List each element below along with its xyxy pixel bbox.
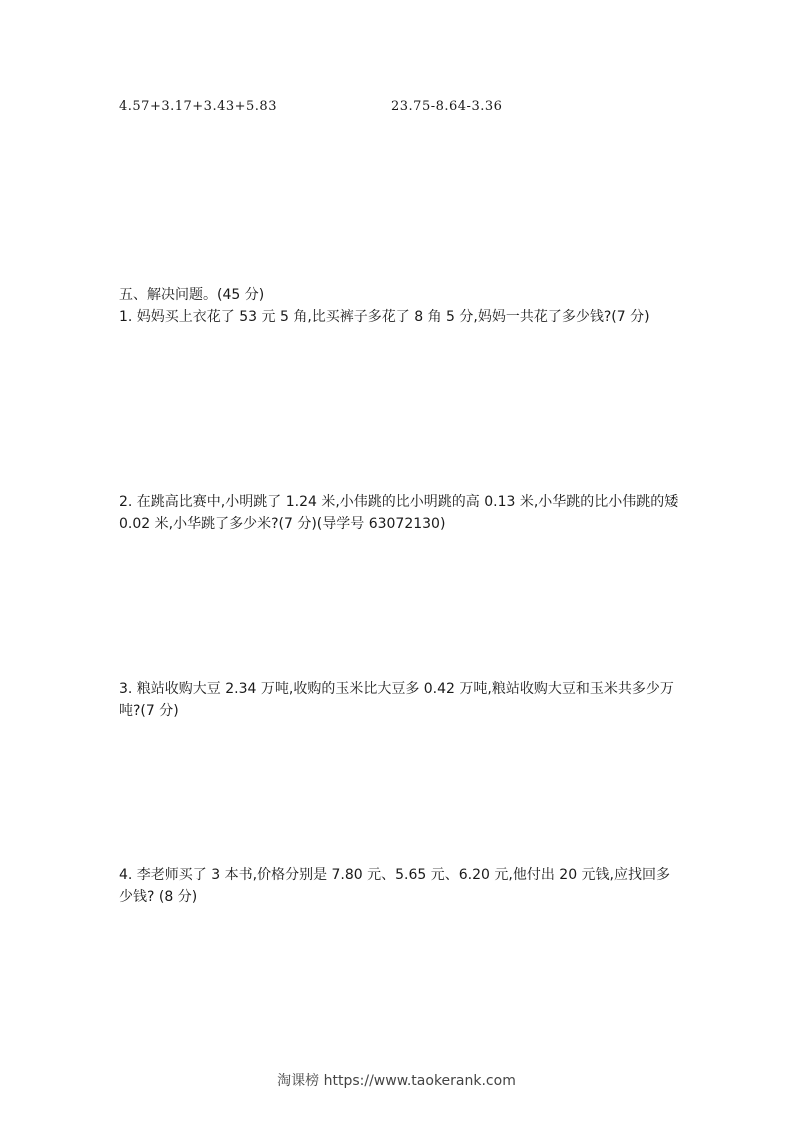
problem-2: 2. 在跳高比赛中,小明跳了 1.24 米,小伟跳的比小明跳的高 0.13 米,小华跳的比小伟跳的矮 0.02 米,小华跳了多少米?(7 分)(导学号 63072130) [119,494,679,532]
problem-3: 3. 粮站收购大豆 2.34 万吨,收购的玉米比大豆多 0.42 万吨,粮站收购大豆和玉米共多少万吨?(7 分) [119,681,674,719]
problem-1: 1. 妈妈买上衣花了 53 元 5 角,比买裤子多花了 8 角 5 分,妈妈一共花了多少钱?(7 分) [119,309,650,325]
calculation-left: 4.57+3.17+3.43+5.83 [119,99,277,114]
section-title: 五、解决问题。(45 分) [119,287,265,303]
problem-4: 4. 李老师买了 3 本书,价格分别是 7.80 元、5.65 元、6.20 元,他付出 20 元钱,应找回多少钱? (8 分) [119,867,670,905]
calculation-right: 23.75-8.64-3.36 [391,99,503,114]
footer-watermark: 淘课榜 https://www.taokerank.com [277,1073,516,1089]
